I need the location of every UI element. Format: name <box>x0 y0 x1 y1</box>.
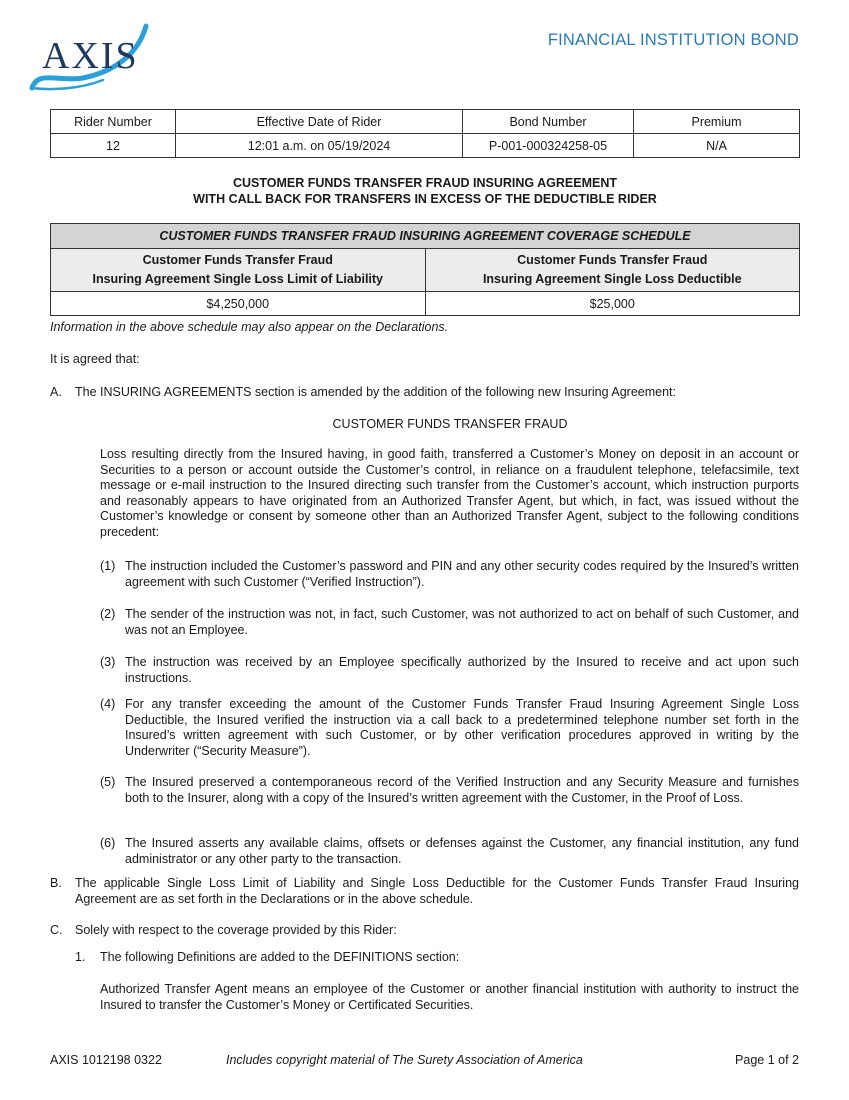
deductible-value: $25,000 <box>425 292 800 316</box>
section-b-label: B. <box>50 876 62 890</box>
section-c-label: C. <box>50 923 63 937</box>
page-number: Page 1 of 2 <box>735 1053 799 1067</box>
limit-value: $4,250,000 <box>51 292 426 316</box>
schedule-title-row <box>51 224 800 249</box>
definition-paragraph: Authorized Transfer Agent means an employee of the Customer or another financial institution with authority to instruct the Insured to transfer the Customer’s Money or Certificated Securities. <box>100 982 799 1012</box>
header-bond-number: Bond Number <box>463 110 634 134</box>
header-premium: Premium <box>634 110 800 134</box>
condition-text: The instruction was received by an Employee specifically authorized by the Insured to receive and act upon such instructions. <box>125 655 799 685</box>
condition-number: (3) <box>100 655 116 669</box>
premium-value: N/A <box>634 134 800 158</box>
condition-number: (2) <box>100 607 116 621</box>
schedule-note: Information in the above schedule may also appear on the Declarations. <box>50 320 449 334</box>
schedule-header-row <box>51 249 800 292</box>
condition-text: The Insured asserts any available claims, offsets or defenses against the Customer, any financial institution, any fund administrator or any other party to the transaction. <box>125 836 799 866</box>
condition-number: (1) <box>100 559 116 573</box>
deductible-header-line-1: Customer Funds Transfer Fraud <box>517 253 708 267</box>
agreement-heading: CUSTOMER FUNDS TRANSFER FRAUD <box>332 417 568 431</box>
rider-number-value: 12 <box>51 134 176 158</box>
coverage-schedule-table <box>50 223 800 316</box>
effective-date-value: 12:01 a.m. on 05/19/2024 <box>176 134 463 158</box>
table-header-row <box>51 110 800 134</box>
rider-title-line-2: WITH CALL BACK FOR TRANSFERS IN EXCESS OF THE DEDUCTIBLE RIDER <box>193 191 657 206</box>
axis-logo <box>28 20 150 96</box>
section-b-text: The applicable Single Loss Limit of Liability and Single Loss Deductible for the Customer Funds Transfer Fraud Insuring Agreement are as set forth in the Declarations or in the above schedule. <box>75 876 799 906</box>
condition-number: (6) <box>100 836 116 850</box>
limit-header-line-2: Insuring Agreement Single Loss Limit of Liability <box>92 272 384 286</box>
limit-header-line-1: Customer Funds Transfer Fraud <box>142 253 333 267</box>
loss-paragraph: Loss resulting directly from the Insured having, in good faith, transferred a Customer’s Money on deposit in an account or Securities to a person or account outside the Customer’s control, in reliance on a fraudulent telephone, telefacsimile, text message or e-mail instruction to the Insured directing such transfer from the Customer’s account, which instruction purports and reasonably appears to have originated from an Authorized Transfer Agent, but which, in fact, was issued without the Customer’s knowledge or consent by someone other than an Authorized Transfer Agent, subject to the following conditions precedent: <box>100 447 799 539</box>
limit-header <box>51 249 426 292</box>
header-rider-number: Rider Number <box>51 110 176 134</box>
condition-text: The sender of the instruction was not, in fact, such Customer, was not authorized to act on behalf of such Customer, and was not an Employee. <box>125 607 799 637</box>
table-row <box>51 134 800 158</box>
condition-text: For any transfer exceeding the amount of the Customer Funds Transfer Fraud Insuring Agreement Single Loss Deductible, the Insured verified the instruction via a call back to a predetermined telephone number set forth in the Insured’s written agreement with such Customer, or by other verification procedures approved in writing by the Underwriter (“Security Measure”). <box>125 697 799 758</box>
logo-text: AXIS <box>42 35 139 77</box>
intro-text: It is agreed that: <box>50 352 140 366</box>
schedule-value-row <box>51 292 800 316</box>
condition-text: The instruction included the Customer’s password and PIN and any other security codes required by the Insured’s written agreement with such Customer (“Verified Instruction”). <box>125 559 799 589</box>
section-c-text: Solely with respect to the coverage provided by this Rider: <box>75 923 397 937</box>
deductible-header <box>425 249 800 292</box>
schedule-title: CUSTOMER FUNDS TRANSFER FRAUD INSURING AGREEMENT COVERAGE SCHEDULE <box>51 224 800 249</box>
rider-title <box>50 176 800 207</box>
document-title: FINANCIAL INSTITUTION BOND <box>547 31 799 49</box>
section-c1-text: The following Definitions are added to the DEFINITIONS section: <box>100 950 460 964</box>
section-a-text: The INSURING AGREEMENTS section is amended by the addition of the following new Insuring Agreement: <box>75 385 676 399</box>
condition-number: (5) <box>100 775 116 789</box>
section-c1-label: 1. <box>75 950 86 964</box>
condition-text: The Insured preserved a contemporaneous record of the Verified Instruction and any Security Measure and furnishes both to the Insurer, along with a copy of the Insured’s written agreement with the Customer, in the Proof of Loss. <box>125 775 799 805</box>
rider-info-table <box>50 109 800 158</box>
copyright-notice: Includes copyright material of The Surety Association of America <box>226 1053 583 1067</box>
section-a-label: A. <box>50 385 62 399</box>
bond-number-value: P-001-000324258-05 <box>463 134 634 158</box>
rider-title-line-1: CUSTOMER FUNDS TRANSFER FRAUD INSURING AGREEMENT <box>232 176 618 190</box>
form-number: AXIS 1012198 0322 <box>50 1053 162 1067</box>
header-effective-date: Effective Date of Rider <box>176 110 463 134</box>
condition-number: (4) <box>100 697 116 711</box>
deductible-header-line-2: Insuring Agreement Single Loss Deductible <box>482 272 742 286</box>
